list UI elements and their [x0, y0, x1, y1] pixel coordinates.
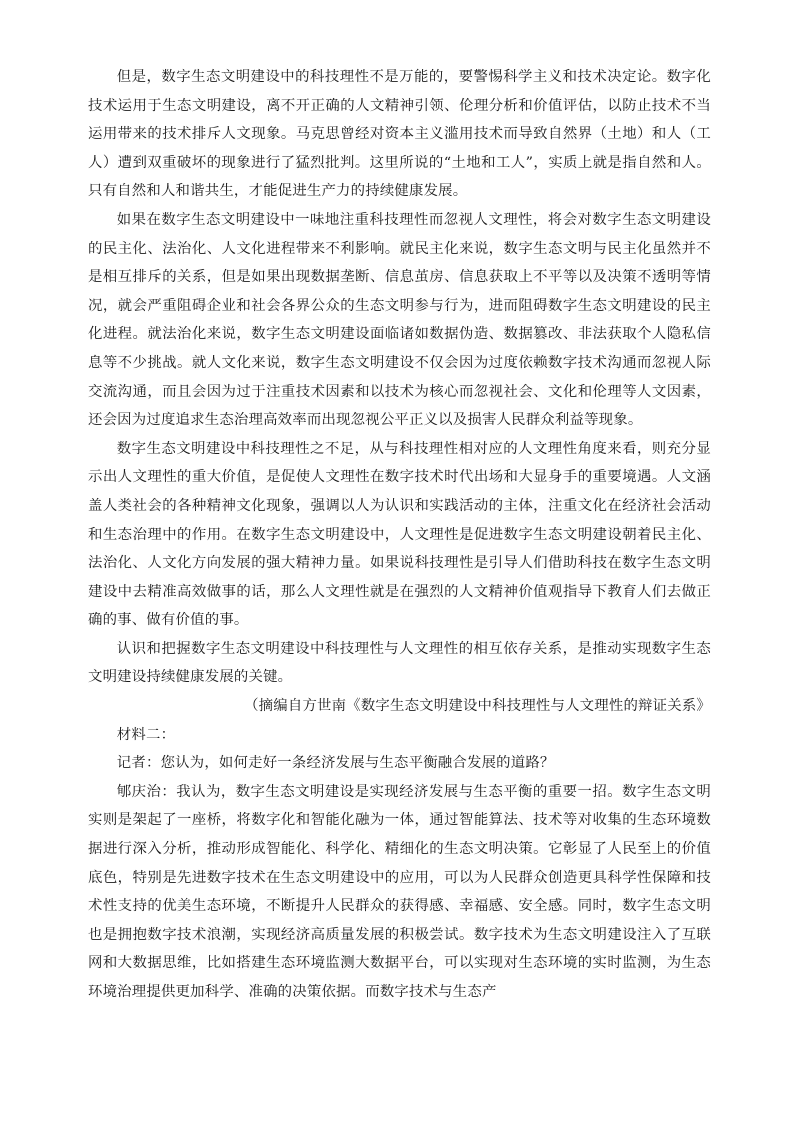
paragraph-1: 但是，数字生态文明建设中的科技理性不是万能的，要警惕科学主义和技术决定论。数字化技术运用于生态文明建设，离不开正确的人文精神引领、伦理分析和价值评估，以防止技术不当运用带来的技术排斥人文现象。马克思曾经对资本主义滥用技术而导致自然界（土地）和人（工人）遭到双重破坏的现象进行了猛烈批判。这里所说的“土地和工人”，实质上就是指自然和人。只有自然和人和谐共生，才能促进生产力的持续健康发展。	[88, 69, 711, 200]
paragraph-2: 如果在数字生态文明建设中一味地注重科技理性而忽视人文理性，将会对数字生态文明建设的民主化、法治化、人文化进程带来不利影响。就民主化来说，数字生态文明与民主化虽然并不是相互排斥的关系，但是如果出现数据垄断、信息茧房、信息获取上不平等以及决策不透明等情况，就会严重阻碍企业和社会各界公众的生态文明参与行为，进而阻碍数字生态文明建设的民主化进程。就法治化来说，数字生态文明建设面临诸如数据伪造、数据篡改、非法获取个人隐私信息等不少挑战。就人文化来说，数字生态文明建设不仅会因为过度依赖数字技术沟通而忽视人际交流沟通，而且会因为过于注重技术因素和以技术为核心而忽视社会、文化和伦理等人文因素，还会因为过度追求生态治理高效率而出现忽视公平正义以及损害人民群众利益等现象。	[88, 211, 711, 429]
paragraph-3: 数字生态文明建设中科技理性之不足，从与科技理性相对应的人文理性角度来看，则充分显示出人文理性的重大价值，是促使人文理性在数字技术时代出场和大显身手的重要境遇。人文涵盖人类社会的各种精神文化现象，强调以人为认识和实践活动的主体，注重文化在经济社会活动和生态治理中的作用。在数字生态文明建设中，人文理性是促进数字生态文明建设朝着民主化、法治化、人文化方向发展的强大精神力量。如果说科技理性是引导人们借助科技在数字生态文明建设中去精准高效做事的话，那么人文理性就是在强烈的人文精神价值观指导下教育人们去做正确的事、做有价值的事。	[88, 440, 711, 629]
paragraph-4: 认识和把握数字生态文明建设中科技理性与人文理性的相互依存关系，是推动实现数字生态文明建设持续健康发展的关键。	[88, 640, 711, 686]
interview-question: 记者：您认为，如何走好一条经济发展与生态平衡融合发展的道路？	[116, 755, 555, 772]
source-citation: （摘编自方世南《数字生态文明建设中科技理性与人文理性的辩证关系》	[244, 698, 711, 715]
document-page	[88, 63, 711, 1007]
interview-answer: 郇庆治：我认为，数字生态文明建设是实现经济发展与生态平衡的重要一招。数字生态文明实则是架起了一座桥，将数字化和智能化融为一体，通过智能算法、技术等对收集的生态环境数据进行深入分析，推动形成智能化、科学化、精细化的生态文明决策。它彰显了人民至上的价值底色，特别是先进数字技术在生态文明建设中的应用，可以为人民群众创造更具科学性保障和技术性支持的优美生态环境，不断提升人民群众的获得感、幸福感、安全感。同时，数字生态文明也是拥抱数字技术浪潮，实现经济高质量发展的积极尝试。数字技术为生态文明建设注入了互联网和大数据思维，比如搭建生态环境监测大数据平台，可以实现对生态环境的实时监测，为生态环境治理提供更加科学、准确的决策依据。而数字技术与生态产	[88, 783, 711, 1000]
material-2-heading: 材料二：	[116, 726, 176, 743]
